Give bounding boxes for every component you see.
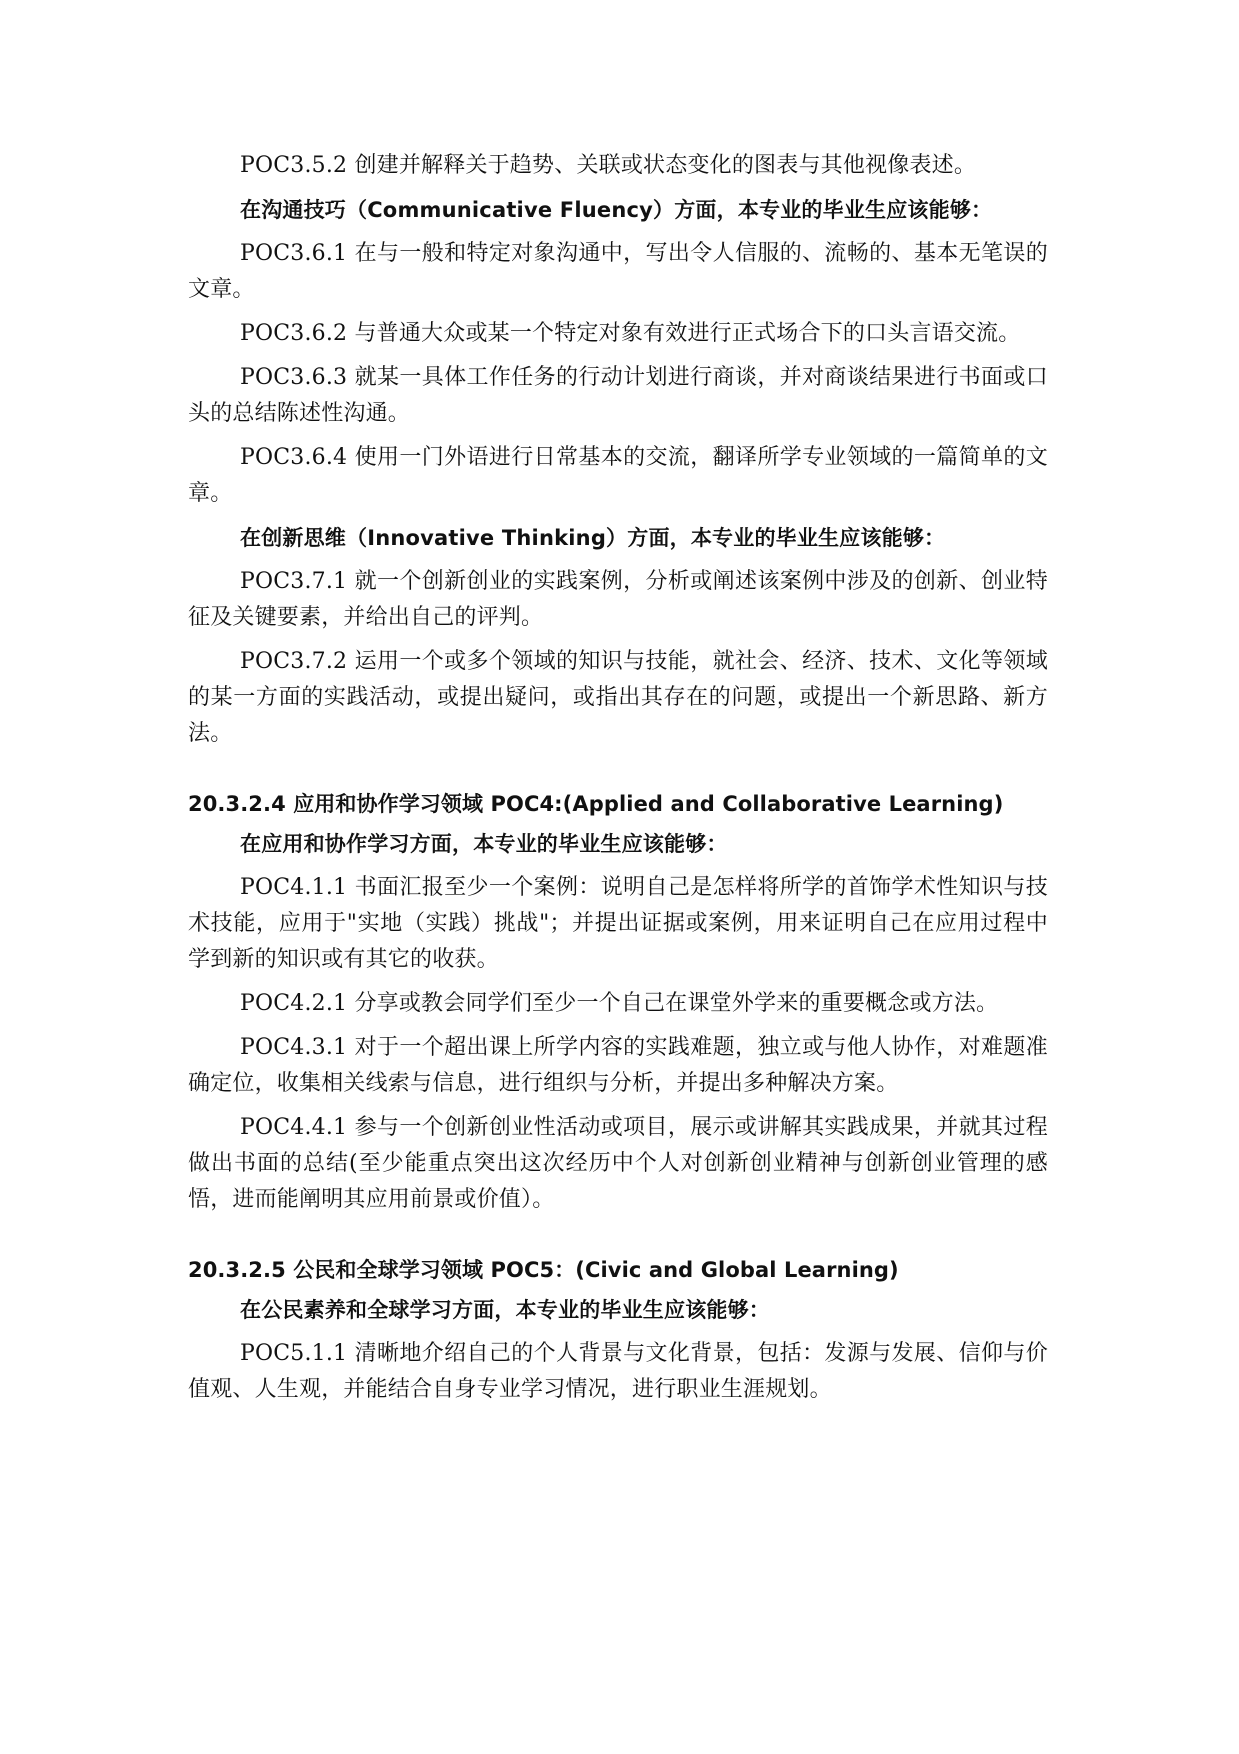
- paragraph-poc3-6-1: POC3.6.1 在与一般和特定对象沟通中，写出令人信服的、流畅的、基本无笔误的文章。: [188, 241, 1048, 302]
- paragraph-poc4-3-1: POC4.3.1 对于一个超出课上所学内容的实践难题，独立或与他人协作，对难题准确定位，收集相关线索与信息，进行组织与分析，并提出多种解决方案。: [188, 1035, 1048, 1096]
- subheading-innovative-thinking: 在创新思维（Innovative Thinking）方面，本专业的毕业生应该能够：: [240, 526, 946, 550]
- paragraph-poc4-2-1: POC4.2.1 分享或教会同学们至少一个自己在课堂外学来的重要概念或方法。: [240, 991, 999, 1016]
- paragraph-poc4-1-1: POC4.1.1 书面汇报至少一个案例：说明自己是怎样将所学的首饰学术性知识与技术技能，应用于"实地（实践）挑战"；并提出证据或案例，用来证明自己在应用过程中学到新的知识或有其它的收获。: [188, 875, 1048, 972]
- paragraph-poc3-6-3: POC3.6.3 就某一具体工作任务的行动计划进行商谈，并对商谈结果进行书面或口头的总结陈述性沟通。: [188, 365, 1048, 426]
- paragraph-poc4-4-1: POC4.4.1 参与一个创新创业性活动或项目，展示或讲解其实践成果，并就其过程做出书面的总结(至少能重点突出这次经历中个人对创新创业精神与创新创业管理的感悟，进而能阐明其应用前景或价值）。: [188, 1115, 1048, 1212]
- subheading-civic-global: 在公民素养和全球学习方面，本专业的毕业生应该能够：: [240, 1298, 770, 1322]
- paragraph-poc3-7-2: POC3.7.2 运用一个或多个领域的知识与技能，就社会、经济、技术、文化等领域的某一方面的实践活动，或提出疑问，或指出其存在的问题，或提出一个新思路、新方法。: [188, 649, 1048, 746]
- subheading-applied-collaborative: 在应用和协作学习方面，本专业的毕业生应该能够：: [240, 832, 728, 856]
- paragraph-poc5-1-1: POC5.1.1 清晰地介绍自己的个人背景与文化背景，包括：发源与发展、信仰与价值观、人生观，并能结合自身专业学习情况，进行职业生涯规划。: [188, 1341, 1048, 1402]
- paragraph-poc3-6-4: POC3.6.4 使用一门外语进行日常基本的交流，翻译所学专业领域的一篇简单的文章。: [188, 445, 1048, 506]
- paragraph-poc3-6-2: POC3.6.2 与普通大众或某一个特定对象有效进行正式场合下的口头言语交流。: [240, 321, 1021, 346]
- section-heading-poc5: 20.3.2.5 公民和全球学习领域 POC5：(Civic and Global Learning): [188, 1258, 899, 1282]
- paragraph-poc3-7-1: POC3.7.1 就一个创新创业的实践案例，分析或阐述该案例中涉及的创新、创业特征及关键要素，并给出自己的评判。: [188, 569, 1048, 630]
- subheading-communicative-fluency: 在沟通技巧（Communicative Fluency）方面，本专业的毕业生应该能够：: [240, 198, 993, 222]
- document-body: [188, 148, 1048, 1416]
- section-heading-poc4: 20.3.2.4 应用和协作学习领域 POC4:(Applied and Collaborative Learning): [188, 792, 1004, 816]
- paragraph-poc3-5-2: POC3.5.2 创建并解释关于趋势、关联或状态变化的图表与其他视像表述。: [240, 153, 977, 178]
